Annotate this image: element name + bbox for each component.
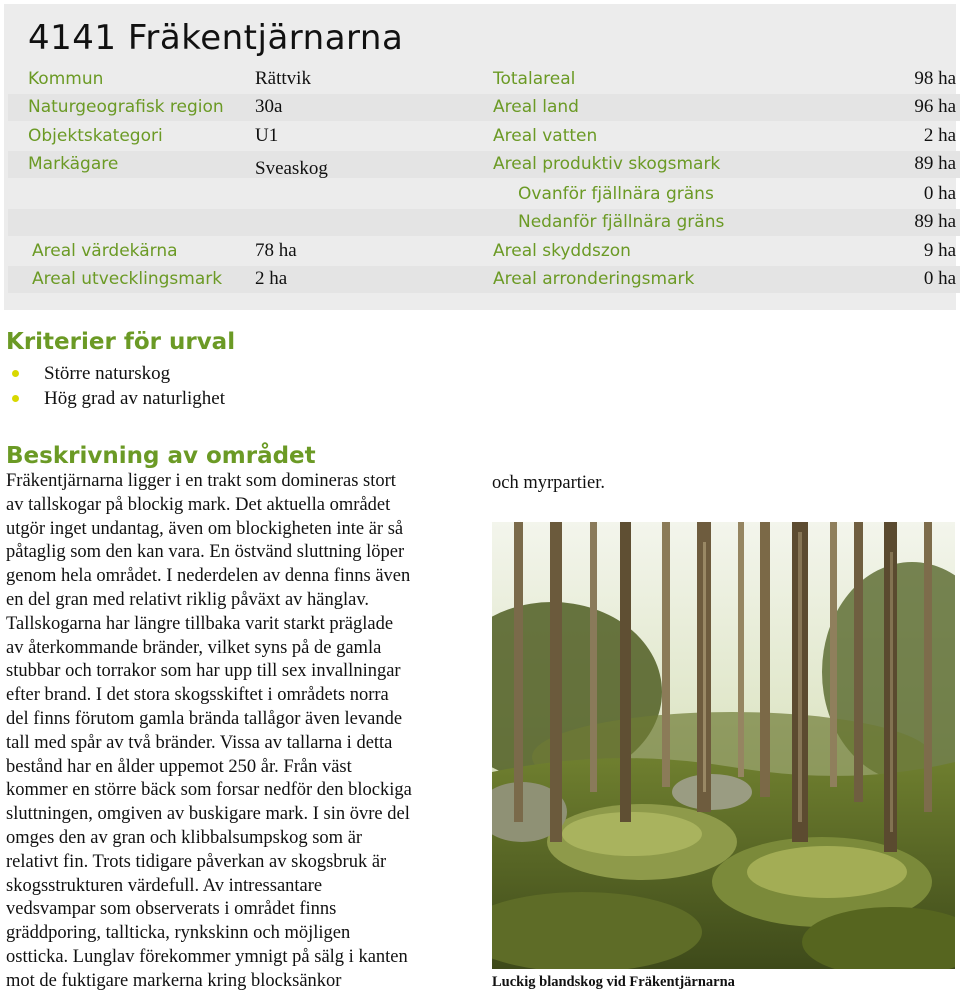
description-line: vedsvampar som observerats i området finns: [6, 899, 337, 920]
description-line: påtaglig som den kan vara. En östvänd sluttning löper: [6, 542, 405, 563]
description-line: gräddporing, tallticka, rynkskinn och möjligen: [6, 923, 351, 944]
arrondering-label: Areal arronderingsmark: [493, 269, 695, 289]
vatten-label: Areal vatten: [493, 126, 598, 146]
description-line: genom hela området. I nederdelen av denna finns även: [6, 566, 411, 587]
description-line: tall med spår av två bränder. Vissa av tallarna i detta: [6, 732, 393, 753]
page-title: 4141 Fräkentjärnarna: [28, 18, 404, 58]
facts-row-4: [8, 151, 960, 178]
description-line: del finns förutom gamla brända tallågor även levande: [6, 708, 403, 729]
ovanfor-label: Ovanför fjällnära gräns: [518, 184, 714, 204]
description-line: bestånd har en ålder uppemot 250 år. Från väst: [6, 756, 352, 777]
criteria-item: [44, 388, 225, 410]
description-line: utgör inget undantag, även om blockigheten inte är så: [6, 518, 404, 539]
description-continuation: och myrpartier.: [492, 473, 606, 493]
description-heading: Beskrivning av området: [6, 443, 316, 469]
kommun-value: Rättvik: [255, 68, 311, 89]
produktiv-value: 89 ha: [914, 153, 956, 174]
skyddszon-label: Areal skyddszon: [493, 241, 631, 261]
region-value: 30a: [255, 96, 283, 117]
nedanfor-value: 89 ha: [914, 211, 956, 232]
description-line: skogsstrukturen värdefull. Av intressantare: [6, 875, 323, 896]
markagare-value: Sveaskog: [255, 158, 328, 179]
kategori-label: Objektskategori: [28, 126, 163, 146]
facts-row-6: [8, 209, 960, 236]
utveckling-label: Areal utvecklingsmark: [32, 269, 223, 289]
description-line: av tallskogar på blockig mark. Det aktuella området: [6, 494, 391, 515]
criteria-item-text: Hög grad av naturlighet: [44, 388, 225, 409]
facts-row-3: [8, 123, 960, 150]
facts-row-8: [8, 266, 960, 293]
land-label: Areal land: [493, 97, 579, 117]
photo-caption: Luckig blandskog vid Fräkentjärnarna: [492, 974, 735, 990]
markagare-label: Markägare: [28, 154, 119, 174]
vardekarna-label: Areal värdekärna: [32, 241, 178, 261]
description-line: relativt fin. Trots tidigare påverkan av skogsbruk är: [6, 851, 387, 872]
criteria-item-text: Större naturskog: [44, 363, 171, 384]
description-line: Fräkentjärnarna ligger i en trakt som domineras stort: [6, 471, 396, 491]
description-line: kommer en större bäck som forsar nedför den blockiga: [6, 780, 412, 801]
skyddszon-value: 9 ha: [923, 240, 956, 261]
arrondering-value: 0 ha: [923, 268, 956, 289]
description-line: sluttningen, omgiven av buskigare mark. I sin övre del: [6, 804, 410, 825]
description-line: en del gran med relativt riklig påväxt av hänglav.: [6, 589, 370, 610]
utveckling-value: 2 ha: [255, 268, 288, 289]
criteria-heading: Kriterier för urval: [6, 329, 236, 355]
description-line: av återkommande bränder, vilket syns på de gamla: [6, 637, 382, 658]
region-label: Naturgeografisk region: [28, 97, 224, 117]
description-line: Tallskogarna har längre tillbaka varit starkt präglade: [6, 613, 394, 634]
kategori-value: U1: [255, 125, 279, 146]
bullet-icon: [12, 370, 19, 377]
nedanfor-label: Nedanför fjällnära gräns: [518, 212, 725, 232]
vatten-value: 2 ha: [923, 125, 956, 146]
criteria-item: [44, 363, 170, 385]
facts-row-7: [8, 238, 960, 265]
totalareal-value: 98 ha: [914, 68, 956, 89]
description-line: stubbar och torrakor som har upp till sex invallningar: [6, 661, 401, 682]
bullet-icon: [12, 395, 19, 402]
description-line: mot de fuktigare markerna kring blocksänkor: [6, 970, 342, 991]
description-line: ostticka. Lunglav förekommer ymnigt på sälg i kanten: [6, 946, 408, 967]
kommun-label: Kommun: [28, 69, 104, 89]
facts-row-1: [8, 66, 960, 93]
description-line: efter brand. I det stora skogsskiftet i områdets norra: [6, 685, 389, 706]
land-value: 96 ha: [914, 96, 956, 117]
facts-row-2: [8, 94, 960, 121]
forest-photo: [492, 522, 955, 969]
totalareal-label: Totalareal: [493, 69, 576, 89]
ovanfor-value: 0 ha: [923, 183, 956, 204]
vardekarna-value: 78 ha: [255, 240, 297, 261]
facts-row-5: [8, 181, 960, 208]
description-text: [6, 470, 468, 994]
produktiv-label: Areal produktiv skogsmark: [493, 154, 721, 174]
description-line: omges den av gran och klibbalsumpskog som är: [6, 827, 363, 848]
header-panel: [4, 4, 956, 310]
